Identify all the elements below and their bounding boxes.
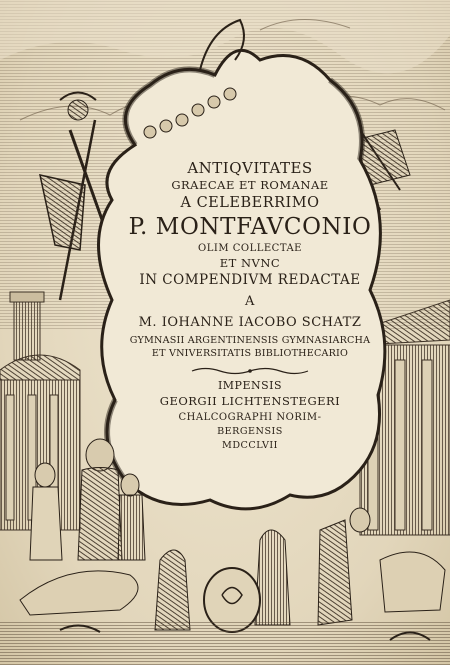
title-compendium: IN COMPENDIVM REDACTAE — [139, 272, 361, 289]
imprint-lichtensteger: GEORGII LICHTENSTEGERI — [159, 394, 341, 409]
ground — [0, 620, 450, 665]
imprint-chalcographi: CHALCOGRAPHI NORIM- — [178, 411, 322, 423]
editor-title-bibliothecario: ET VNIVERSITATIS BIBLIOTHECARIO — [151, 347, 349, 359]
title-antiquitates: ANTIQVITATES — [187, 159, 313, 177]
author-montfaucon: P. MONTFAVCONIO — [128, 214, 372, 241]
title-graecae-romanae: GRAECAE ET ROMANAE — [171, 178, 329, 193]
title-olim-collectae: OLIM COLLECTAE — [198, 242, 302, 254]
title-text-block — [120, 160, 380, 490]
ornamental-rule — [190, 366, 310, 376]
imprint-impensis: IMPENSIS — [217, 378, 283, 392]
title-et-nunc: ET NVNC — [219, 256, 281, 271]
imprint-bergensis: BERGENSIS — [217, 426, 283, 438]
title-celeberrimo: A CELEBERRIMO — [180, 195, 320, 212]
title-a: A — [245, 293, 255, 309]
editor-title-gymnasiarcha: GYMNASII ARGENTINENSIS GYMNASIARCHA — [129, 334, 371, 346]
imprint-date: MDCCLVII — [222, 440, 278, 452]
editor-schatz: M. IOHANNE IACOBO SCHATZ — [138, 314, 362, 330]
